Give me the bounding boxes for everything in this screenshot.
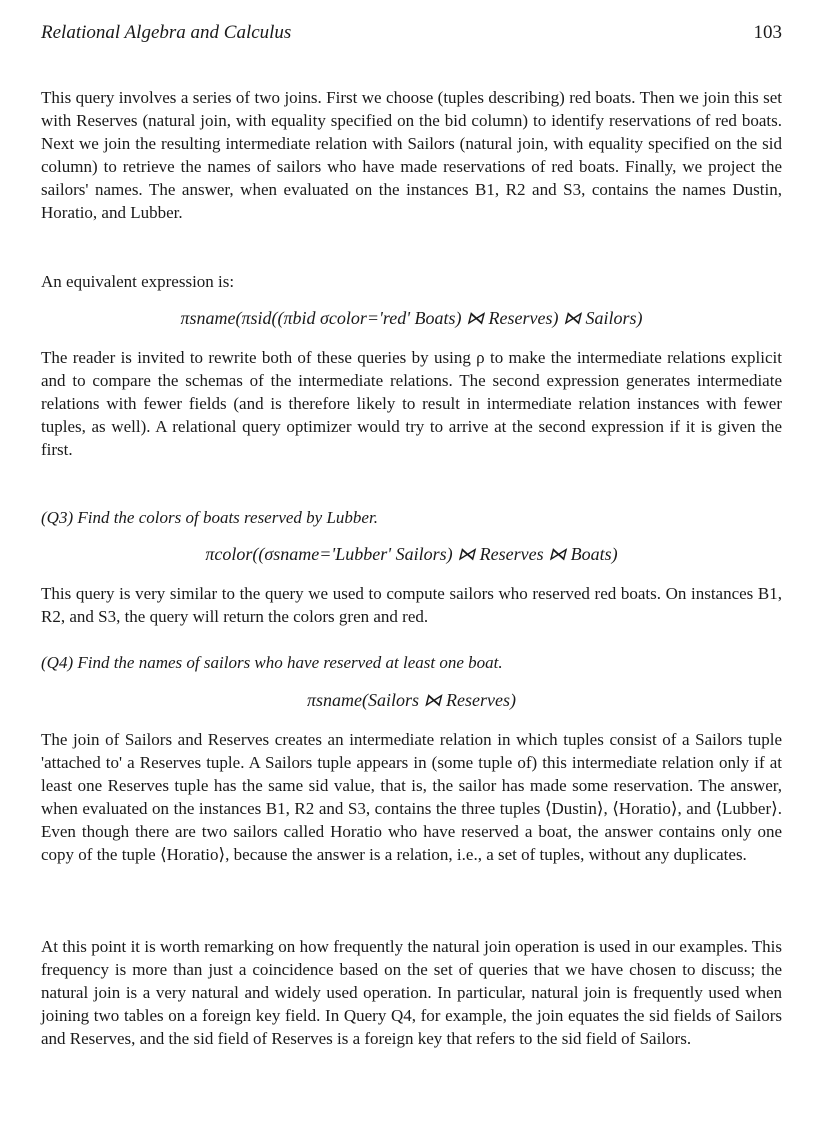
chapter-title: Relational Algebra and Calculus xyxy=(41,22,292,43)
paragraph-rewrite-invitation: The reader is invited to rewrite both of these queries by using ρ to make the intermediate relations explicit and to compare the schemas of the intermediate relations. The second expression generates intermediate relations with fewer fields (and is therefore likely to result in intermediate relation instances with fewer tuples, as well). A relational query optimizer would try to arrive at the second expression if it is given the first. xyxy=(41,348,782,460)
paragraph-q4-explanation: The join of Sailors and Reserves creates an intermediate relation in which tuples consist of a Sailors tuple 'attached to' a Reserves tuple. A Sailors tuple appears in (some tuple of) this intermediate relation only if at least one Reserves tuple has the same sid value, that is, the sailor has made some reservation. The answer, when evaluated on the instances B1, R2 and S3, contains the three tuples ⟨Dustin⟩, ⟨Horatio⟩, and ⟨Lubber⟩. Even though there are two sailors called Horatio who have reserved a boat, the answer contains only one copy of the tuple ⟨Horatio⟩, because the answer is a relation, i.e., a set of tuples, without any duplicates. xyxy=(41,730,782,865)
formula-q4 xyxy=(41,690,782,711)
formula-text: πsname(πsid((πbid σcolor='red' Boats) ⋈ Reserves) ⋈ Sailors) xyxy=(180,308,643,328)
formula-equivalent-expression xyxy=(41,308,782,329)
formula-text: πsname(Sailors ⋈ Reserves) xyxy=(307,690,516,710)
paragraph-natural-join-remark: At this point it is worth remarking on how frequently the natural join operation is used in our examples. This frequency is more than just a coincidence based on the set of queries that we have chosen to discuss; the natural join is a very natural and widely used operation. In particular, natural join is frequently used when joining two tables on a foreign key field. In Query Q4, for example, the join equates the sid fields of Sailors and Reserves, and the sid field of Reserves is a foreign key that refers to the sid field of Sailors. xyxy=(41,937,782,1049)
formula-text: πcolor((σsname='Lubber' Sailors) ⋈ Reserves ⋈ Boats) xyxy=(205,544,618,564)
paragraph-join-explanation: This query involves a series of two joins. First we choose (tuples describing) red boats. Then we join this set with Reserves (natural join, with equality specified on the bid column) to identify reservations of red boats. Next we join the resulting intermediate relation with Sailors (natural join, with equality specified on the sid column) to retrieve the names of sailors who have made reservations of red boats. Finally, we project the sailors' names. The answer, when evaluated on the instances B1, R2 and S3, contains the names Dustin, Horatio, and Lubber. xyxy=(41,88,782,223)
paragraph-q3-explanation: This query is very similar to the query we used to compute sailors who reserved red boats. On instances B1, R2, and S3, the query will return the colors gren and red. xyxy=(41,584,782,627)
page-number: 103 xyxy=(753,22,782,43)
query-q3-heading: (Q3) Find the colors of boats reserved by Lubber. xyxy=(41,508,378,527)
paragraph-equivalent-intro: An equivalent expression is: xyxy=(41,272,235,291)
formula-q3 xyxy=(41,544,782,565)
query-q4-heading: (Q4) Find the names of sailors who have reserved at least one boat. xyxy=(41,653,503,672)
